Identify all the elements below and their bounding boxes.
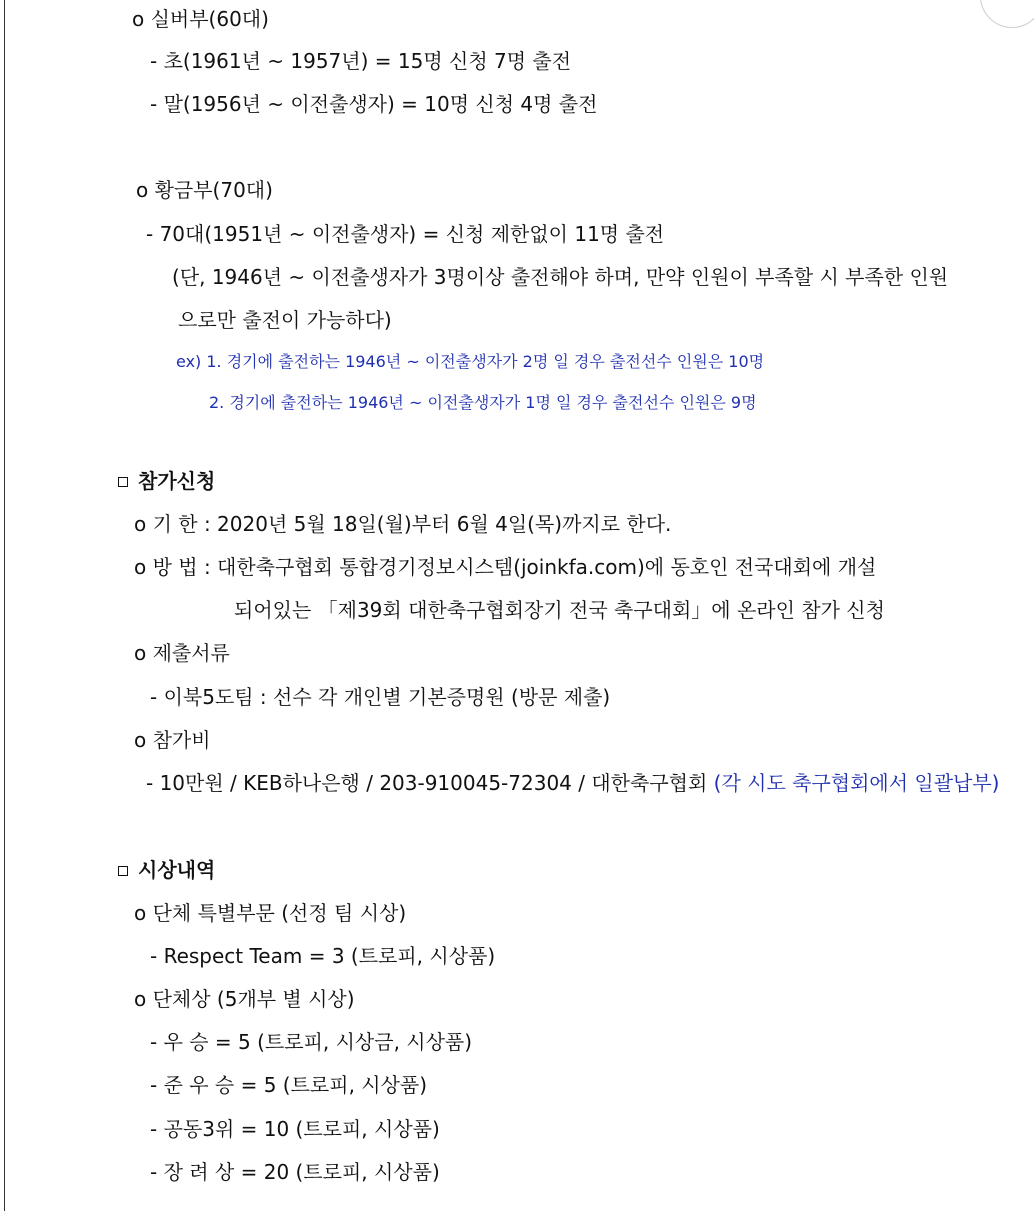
award-encouragement: - 장 려 상 = 20 (트로피, 시상품) [150,1160,440,1184]
silver-early-line: - 초(1961년 ~ 1957년) = 15명 신청 7명 출전 [150,49,572,73]
award-winner: - 우 승 = 5 (트로피, 시상금, 시상품) [150,1030,473,1054]
special-award-title: o 단체 특별부문 (선정 팀 시상) [134,901,407,925]
documents-title: o 제출서류 [134,641,230,665]
golden-note-line-1: (단, 1946년 ~ 이전출생자가 3명이상 출전해야 하며, 만약 인원이 부족할 시 부족한 인원 [172,265,949,289]
team-award-title: o 단체상 (5개부 별 시상) [134,987,355,1011]
silver-late-line: - 말(1956년 ~ 이전출생자) = 10명 신청 4명 출전 [150,92,598,116]
award-runner-up: - 준 우 승 = 5 (트로피, 시상품) [150,1073,428,1097]
example-line-2: 2. 경기에 출전하는 1946년 ~ 이전출생자가 1명 일 경우 출전선수 인원은 9명 [209,393,757,412]
awards-heading-text: 시상내역 [138,858,216,882]
apply-method-line-2: 되어있는 「제39회 대한축구협회장기 전국 축구대회」에 온라인 참가 신청 [234,598,885,622]
golden-division-title: o 황금부(70대) [136,178,273,202]
awards-section-heading [118,857,215,883]
checkbox-square-icon [118,866,128,876]
documents-item: - 이북5도팀 : 선수 각 개인별 기본증명원 (방문 제출) [150,685,611,709]
apply-method-line-1: o 방 법 : 대한축구협회 통합경기정보시스템(joinkfa.com)에 동호인 전국대회에 개설 [134,555,877,579]
award-third-place: - 공동3위 = 10 (트로피, 시상품) [150,1117,440,1141]
golden-70s-line: - 70대(1951년 ~ 이전출생자) = 신청 제한없이 11명 출전 [146,222,665,246]
fee-details: - 10만원 / KEB하나은행 / 203-910045-72304 / 대한축구협회 [146,771,708,795]
fee-note: (각 시도 축구협회에서 일괄납부) [713,771,1000,795]
checkbox-square-icon [118,477,128,487]
apply-heading-text: 참가신청 [138,469,216,493]
fee-title: o 참가비 [134,728,211,752]
golden-note-line-2: 으로만 출전이 가능하다) [178,308,392,332]
page-curl-icon [980,0,1034,28]
silver-division-title: o 실버부(60대) [132,7,269,31]
apply-period-line: o 기 한 : 2020년 5월 18일(월)부터 6월 4일(목)까지로 한다. [134,512,672,536]
special-award-item: - Respect Team = 3 (트로피, 시상품) [150,944,496,968]
fee-item [146,770,999,796]
example-line-1: ex) 1. 경기에 출전하는 1946년 ~ 이전출생자가 2명 일 경우 출전선수 인원은 10명 [176,352,765,371]
apply-section-heading [118,468,215,494]
page-left-border [4,0,5,1211]
